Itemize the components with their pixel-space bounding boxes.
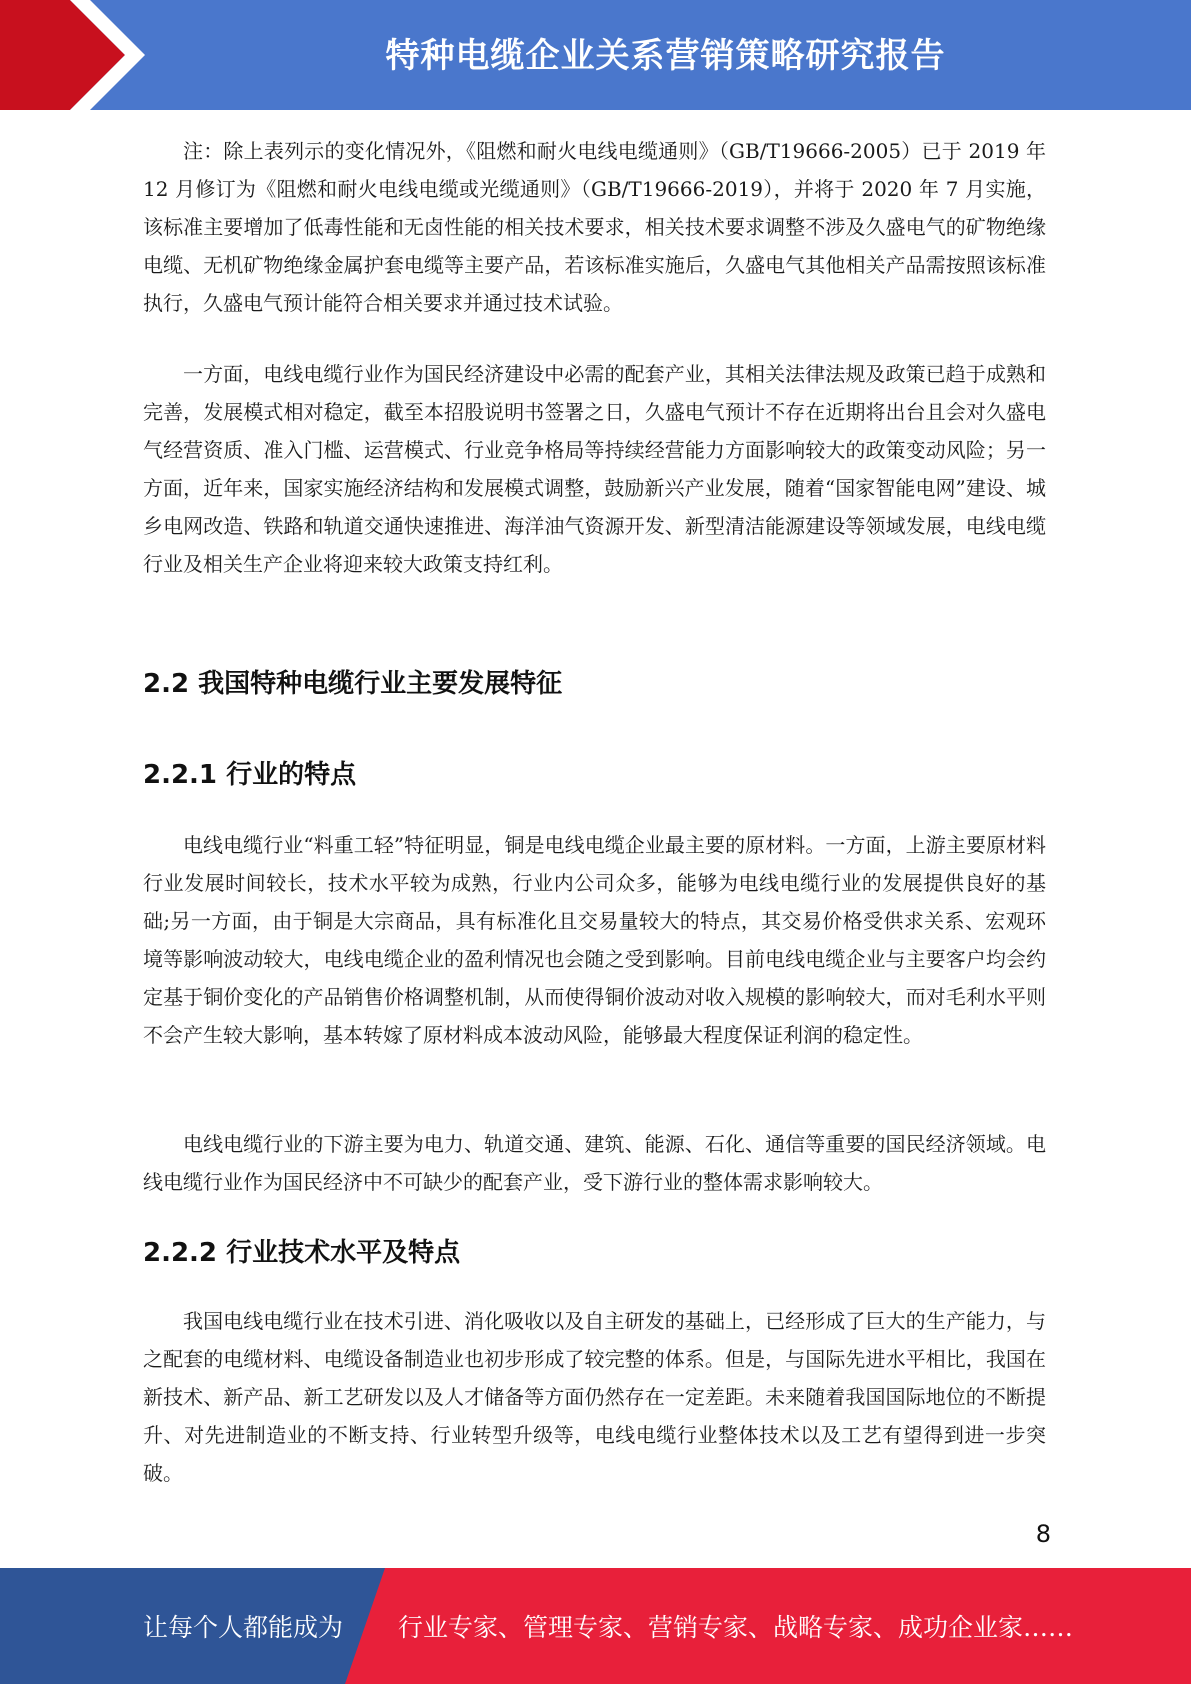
section-heading-2-2-1: 2.2.1 行业的特点 [143,760,357,790]
paragraph-policy: 一方面，电线电缆行业作为国民经济建设中必需的配套产业，其相关法律法规及政策已趋于成熟和完善，发展模式相对稳定，截至本招股说明书签署之日，久盛电气预计不存在近期将出台且会对久盛电气经营资质、准入门槛、运营模式、行业竞争格局等持续经营能力方面影响较大的政策变动风险；另一方面，近年来，国家实施经济结构和发展模式调整，鼓励新兴产业发展，随着“国家智能电网”建设、城乡电网改造、铁路和轨道交通快速推进、海洋油气资源开发、新型清洁能源建设等领域发展，电线电缆行业及相关生产企业将迎来较大政策支持红利。 [143,362,1046,576]
paragraph-technology: 我国电线电缆行业在技术引进、消化吸收以及自主研发的基础上，已经形成了巨大的生产能力，与之配套的电缆材料、电缆设备制造业也初步形成了较完整的体系。但是，与国际先进水平相比，我国在新技术、新产品、新工艺研发以及人才储备等方面仍然存在一定差距。未来随着我国国际地位的不断提升、对先进制造业的不断支持、行业转型升级等，电线电缆行业整体技术以及工艺有望得到进一步突破。 [143,1309,1046,1485]
section-heading-2-2: 2.2 我国特种电缆行业主要发展特征 [143,669,563,699]
header-title: 特种电缆企业关系营销策略研究报告 [385,36,946,76]
page-header [0,0,1191,110]
section-heading-2-2-2: 2.2.2 行业技术水平及特点 [143,1238,461,1268]
footer-slogan-right: 行业专家、管理专家、营销专家、战略专家、成功企业家…… [398,1613,1074,1642]
page-number: 8 [1035,1520,1051,1548]
footer-slogan-left: 让每个人都能成为 [143,1613,344,1642]
paragraph-industry-features: 电线电缆行业“料重工轻”特征明显，铜是电线电缆企业最主要的原材料。一方面，上游主要原材料行业发展时间较长，技术水平较为成熟，行业内公司众多，能够为电线电缆行业的发展提供良好的基础;另一方面，由于铜是大宗商品，具有标准化且交易量较大的特点，其交易价格受供求关系、宏观环境等影响波动较大，电线电缆企业的盈利情况也会随之受到影响。目前电线电缆企业与主要客户均会约定基于铜价变化的产品销售价格调整机制，从而使得铜价波动对收入规模的影响较大，而对毛利水平则不会产生较大影响，基本转嫁了原材料成本波动风险，能够最大程度保证利润的稳定性。 [143,833,1046,1047]
paragraph-downstream: 电线电缆行业的下游主要为电力、轨道交通、建筑、能源、石化、通信等重要的国民经济领域。电线电缆行业作为国民经济中不可缺少的配套产业，受下游行业的整体需求影响较大。 [143,1132,1046,1194]
paragraph-note: 注：除上表列示的变化情况外，《阻燃和耐火电线电缆通则》（GB/T19666-2005）已于 2019 年 12 月修订为《阻燃和耐火电线电缆或光缆通则》（GB/T19666-2019），并将于 2020 年 7 月实施，该标准主要增加了低毒性能和无卤性能的相关技术要求，相关技术要求调整不涉及久盛电气的矿物绝缘电缆、无机矿物绝缘金属护套电缆等主要产品，若该标准实施后，久盛电气其他相关产品需按照该标准执行，久盛电气预计能符合相关要求并通过技术试验。 [143,139,1046,315]
page-footer [0,1568,1191,1684]
